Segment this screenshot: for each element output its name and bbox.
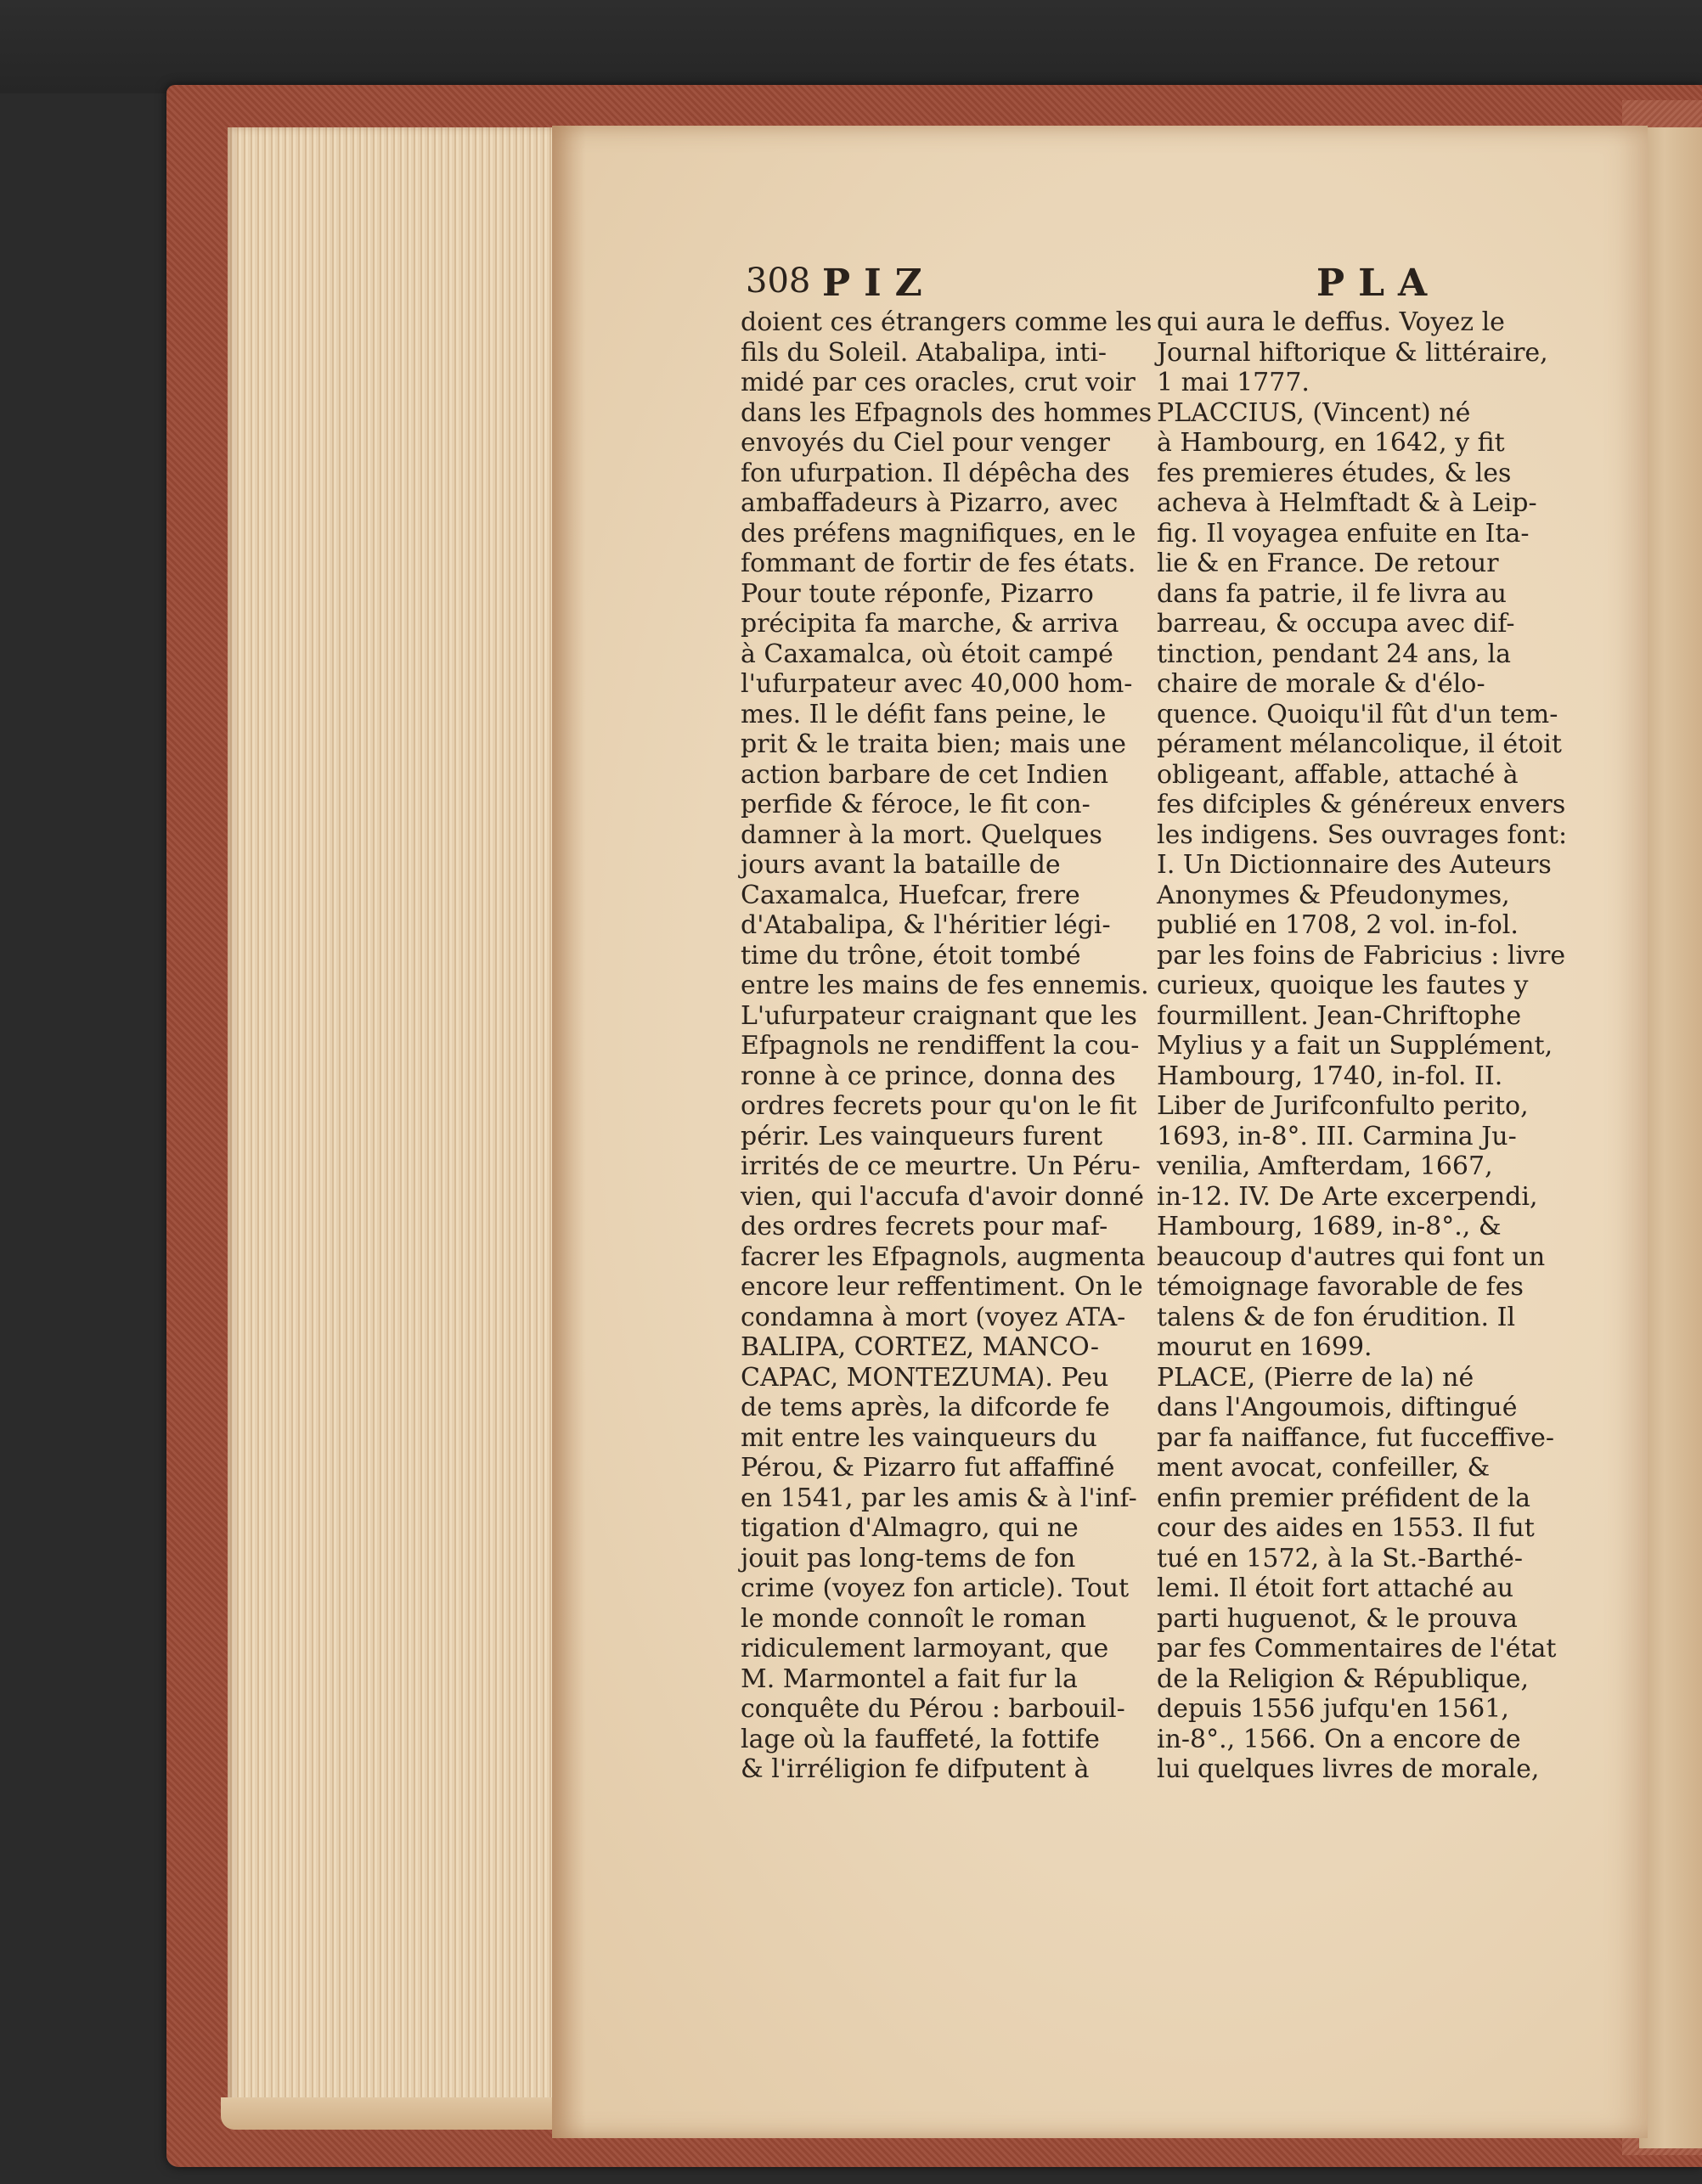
text-line: lui quelques livres de morale, bbox=[1157, 1754, 1540, 1784]
text-line: à Hambourg, en 1642, y fit bbox=[1157, 428, 1505, 458]
text-line: en 1541, par les amis & à l'inf- bbox=[741, 1483, 1137, 1513]
text-line: PLACE, (Pierre de la) né bbox=[1157, 1362, 1474, 1393]
text-line: jouit pas long-tems de fon bbox=[741, 1543, 1076, 1573]
text-line: dans fa patrie, il fe livra au bbox=[1157, 578, 1508, 609]
text-line: action barbare de cet Indien bbox=[741, 759, 1109, 790]
text-line: Hambourg, 1740, in-fol. II. bbox=[1157, 1061, 1503, 1091]
text-line: fommant de fortir de fes états. bbox=[741, 549, 1136, 578]
text-line: BALIPA, CORTEZ, MANCO- bbox=[741, 1332, 1099, 1362]
text-line: mit entre les vainqueurs du bbox=[741, 1422, 1097, 1453]
text-line: par fes Commentaires de l'état bbox=[1157, 1634, 1557, 1663]
text-line: tinction, pendant 24 ans, la bbox=[1157, 639, 1512, 669]
text-line: cour des aides en 1553. Il fut bbox=[1157, 1513, 1535, 1543]
text-line: curieux, quoique les fautes y bbox=[1157, 971, 1529, 1000]
text-line: ment avocat, confeiller, & bbox=[1157, 1453, 1491, 1483]
text-line: prit & le traita bien; mais une bbox=[741, 729, 1126, 759]
text-line: des préfens magnifiques, en le bbox=[741, 518, 1136, 549]
text-line: ronne à ce prince, donna des bbox=[741, 1061, 1116, 1091]
text-line: PLACCIUS, (Vincent) né bbox=[1157, 397, 1471, 428]
text-line: crime (voyez fon article). Tout bbox=[741, 1573, 1130, 1603]
text-line: doient ces étrangers comme les bbox=[741, 307, 1153, 337]
text-line: fes premieres études, & les bbox=[1157, 458, 1512, 488]
text-line: vien, qui l'accufa d'avoir donné bbox=[741, 1181, 1145, 1212]
text-line: Journal hiftorique & littéraire, bbox=[1157, 337, 1548, 368]
text-line: fon ufurpation. Il dépêcha des bbox=[741, 458, 1130, 488]
text-line: à Caxamalca, où étoit campé bbox=[741, 639, 1113, 669]
text-line: qui aura le deffus. Voyez le bbox=[1157, 307, 1505, 337]
text-line: talens & de fon érudition. Il bbox=[1157, 1302, 1516, 1332]
text-line: irrités de ce meurtre. Un Péru- bbox=[741, 1151, 1141, 1181]
text-line: venilia, Amfterdam, 1667, bbox=[1157, 1151, 1493, 1181]
text-line: encore leur reffentiment. On le bbox=[741, 1272, 1143, 1302]
text-line: publié en 1708, 2 vol. in-fol. bbox=[1157, 910, 1519, 940]
text-line: par fa naiffance, fut fucceffive- bbox=[1157, 1422, 1554, 1453]
text-line: time du trône, étoit tombé bbox=[741, 940, 1081, 971]
text-line: Efpagnols ne rendiffent la cou- bbox=[741, 1031, 1140, 1061]
text-line: facrer les Efpagnols, augmenta bbox=[741, 1241, 1146, 1272]
text-line: ridiculement larmoyant, que bbox=[741, 1634, 1109, 1663]
text-line: Pour toute réponfe, Pizarro bbox=[741, 578, 1094, 609]
facing-page-edge bbox=[1639, 127, 1702, 2148]
dark-backdrop bbox=[0, 0, 1702, 93]
text-line: chaire de morale & d'élo- bbox=[1157, 669, 1485, 699]
page-block-edge bbox=[228, 127, 561, 2130]
text-line: entre les mains de fes ennemis. bbox=[741, 971, 1149, 1000]
text-line: acheva à Helmftadt & à Leip- bbox=[1157, 488, 1537, 518]
text-line: les indigens. Ses ouvrages font: bbox=[1157, 819, 1568, 850]
text-line: périr. Les vainqueurs furent bbox=[741, 1121, 1103, 1151]
text-line: beaucoup d'autres qui font un bbox=[1157, 1241, 1546, 1272]
text-line: I. Un Dictionnaire des Auteurs bbox=[1157, 850, 1552, 880]
left-text-column bbox=[741, 307, 1155, 1785]
text-line: damner à la mort. Quelques bbox=[741, 819, 1102, 850]
text-line: in-8°., 1566. On a encore de bbox=[1157, 1724, 1521, 1754]
text-line: enfin premier préfident de la bbox=[1157, 1483, 1531, 1513]
text-line: l'ufurpateur avec 40,000 hom- bbox=[741, 669, 1133, 699]
text-line: précipita fa marche, & arriva bbox=[741, 609, 1119, 639]
text-line: ordres fecrets pour qu'on le fit bbox=[741, 1091, 1137, 1121]
page-block-bottom bbox=[221, 2097, 569, 2130]
text-line: mourut en 1699. bbox=[1157, 1332, 1372, 1362]
text-line: dans les Efpagnols des hommes bbox=[741, 397, 1153, 428]
text-line: barreau, & occupa avec dif- bbox=[1157, 609, 1515, 639]
text-line: d'Atabalipa, & l'héritier légi- bbox=[741, 910, 1111, 940]
right-running-head: PLA bbox=[1316, 262, 1441, 305]
text-line: témoignage favorable de fes bbox=[1157, 1272, 1524, 1302]
text-line: fig. Il voyagea enfuite en Ita- bbox=[1157, 518, 1530, 549]
text-line: & l'irréligion fe difputent à bbox=[741, 1754, 1090, 1784]
text-line: in-12. IV. De Arte excerpendi, bbox=[1157, 1181, 1538, 1212]
text-line: quence. Quoiqu'il fût d'un tem- bbox=[1157, 699, 1558, 729]
text-line: Anonymes & Pfeudonymes, bbox=[1157, 880, 1510, 910]
text-line: mes. Il le défit fans peine, le bbox=[741, 699, 1107, 729]
text-line: des ordres fecrets pour maf- bbox=[741, 1212, 1108, 1241]
text-line: condamna à mort (voyez ATA- bbox=[741, 1302, 1126, 1332]
text-line: de tems après, la difcorde fe bbox=[741, 1393, 1110, 1422]
text-line: 1 mai 1777. bbox=[1157, 368, 1310, 397]
text-line: Hambourg, 1689, in-8°., & bbox=[1157, 1212, 1502, 1241]
text-line: de la Religion & République, bbox=[1157, 1663, 1530, 1694]
text-line: lie & en France. De retour bbox=[1157, 549, 1499, 578]
text-line: jours avant la bataille de bbox=[741, 850, 1061, 880]
text-line: envoyés du Ciel pour venger bbox=[741, 428, 1110, 458]
text-line: le monde connoît le roman bbox=[741, 1603, 1086, 1634]
text-line: midé par ces oracles, crut voir bbox=[741, 368, 1136, 397]
text-line: dans l'Angoumois, diftingué bbox=[1157, 1393, 1518, 1422]
right-text-column bbox=[1157, 307, 1632, 1785]
text-line: ambaffadeurs à Pizarro, avec bbox=[741, 488, 1119, 518]
text-line: fes difciples & généreux envers bbox=[1157, 790, 1566, 819]
left-running-head: PIZ bbox=[822, 262, 936, 305]
text-line: CAPAC, MONTEZUMA). Peu bbox=[741, 1362, 1109, 1393]
text-line: pérament mélancolique, il étoit bbox=[1157, 729, 1562, 759]
text-line: obligeant, affable, attaché à bbox=[1157, 759, 1519, 790]
gutter-shadow bbox=[552, 126, 586, 2138]
text-line: depuis 1556 jufqu'en 1561, bbox=[1157, 1694, 1509, 1724]
text-line: par les foins de Fabricius : livre bbox=[1157, 940, 1566, 971]
page-number: 308 bbox=[746, 262, 811, 301]
text-line: parti huguenot, & le prouva bbox=[1157, 1603, 1518, 1634]
text-line: perfide & féroce, le fit con- bbox=[741, 790, 1091, 819]
text-line: Caxamalca, Huefcar, frere bbox=[741, 880, 1080, 910]
text-line: fourmillent. Jean-Chriftophe bbox=[1157, 1000, 1522, 1031]
text-line: tué en 1572, à la St.-Barthé- bbox=[1157, 1543, 1523, 1573]
text-line: lage où la fauffeté, la fottife bbox=[741, 1724, 1100, 1754]
text-line: Mylius y a fait un Supplément, bbox=[1157, 1031, 1553, 1061]
text-line: tigation d'Almagro, qui ne bbox=[741, 1513, 1079, 1543]
text-line: 1693, in-8°. III. Carmina Ju- bbox=[1157, 1121, 1517, 1151]
text-line: Liber de Jurifconfulto perito, bbox=[1157, 1091, 1529, 1121]
text-line: fils du Soleil. Atabalipa, inti- bbox=[741, 337, 1107, 368]
text-line: lemi. Il étoit fort attaché au bbox=[1157, 1573, 1514, 1603]
text-line: M. Marmontel a fait fur la bbox=[741, 1663, 1078, 1694]
text-line: conquête du Pérou : barbouil- bbox=[741, 1694, 1125, 1724]
text-line: Pérou, & Pizarro fut affaffiné bbox=[741, 1453, 1115, 1483]
text-line: L'ufurpateur craignant que les bbox=[741, 1000, 1137, 1031]
